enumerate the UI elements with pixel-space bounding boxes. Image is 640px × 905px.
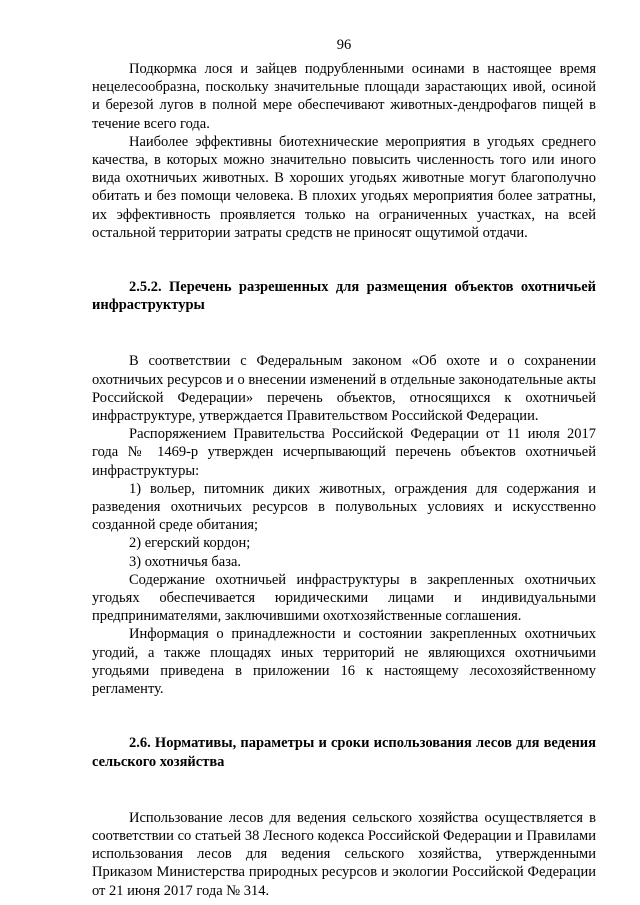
section-heading-2-5-2: 2.5.2. Перечень разрешенных для размещения объектов охотничьей инфраструктуры (92, 279, 596, 314)
paragraph: Наиболее эффективны биотехнические мероприятия в угодьях среднего качества, в которых можно значительно повысить численность того или иного вида охотничьих животных. В хороших угодьях животные могут благополучно обитать и без помощи человека. В плохих угодьях мероприятия более затратны, их эффективность проявляется только на ограниченных участках, на всей остальной территории затраты средств не приносят ощутимой отдачи. (92, 133, 596, 241)
spacer (92, 242, 596, 278)
page-number: 96 (336, 37, 352, 53)
paragraph: Подкормка лося и зайцев подрубленными осинами в настоящее время нецелесообразна, поскольку значительные площади зарастающих ивой, осиной и березой лугов в полной мере обеспечивают животных-дендрофагов пищей в течение всего года. (92, 61, 596, 132)
paragraph: В соответствии с Федеральным законом «Об охоте и о сохранении охотничьих ресурсов и о внесении изменений в отдельные законодательные акты Российской Федерации» перечень объектов, относящихся к охотничьей инфраструктуре, утверждается Правительством Российской Федерации. (92, 353, 596, 425)
list-item: 3) охотничья база. (129, 553, 242, 570)
document-page (92, 36, 596, 900)
paragraph: Информация о принадлежности и состоянии закрепленных охотничьих угодий, а также площадях иных территорий не являющихся охотничьими угодьями приведена в приложении 16 к настоящему лесохозяйственному регламенту. (92, 626, 596, 698)
spacer (92, 771, 596, 809)
section-heading-2-6: 2.6. Нормативы, параметры и сроки использования лесов для ведения сельского хозяйства (92, 735, 596, 770)
paragraph: Использование лесов для ведения сельского хозяйства осуществляется в соответствии со статьей 38 Лесного кодекса Российской Федерации и Правилами использования лесов для ведения сельского хозяйства, утвержденными Приказом Министерства природных ресурсов и экологии Российской Федерации от 21 июня 2017 года № 314. (92, 809, 596, 899)
spacer (92, 698, 596, 734)
paragraph: Распоряжением Правительства Российской Федерации от 11 июля 2017 года № 1469-р утвержден исчерпывающий перечень объектов охотничьей инфраструктуры: (92, 426, 596, 479)
list-item: 1) вольер, питомник диких животных, ограждения для содержания и разведения охотничьих ресурсов в полувольных условиях и искусственно созданной среде обитания; (92, 480, 596, 534)
spacer (92, 314, 596, 352)
list-item: 2) егерский кордон; (129, 535, 251, 552)
paragraph: Содержание охотничьей инфраструктуры в закрепленных охотничьих угодьях обеспечивается юридическими лицами и индивидуальными предпринимателями, заключившими охотхозяйственные соглашения. (92, 571, 596, 625)
